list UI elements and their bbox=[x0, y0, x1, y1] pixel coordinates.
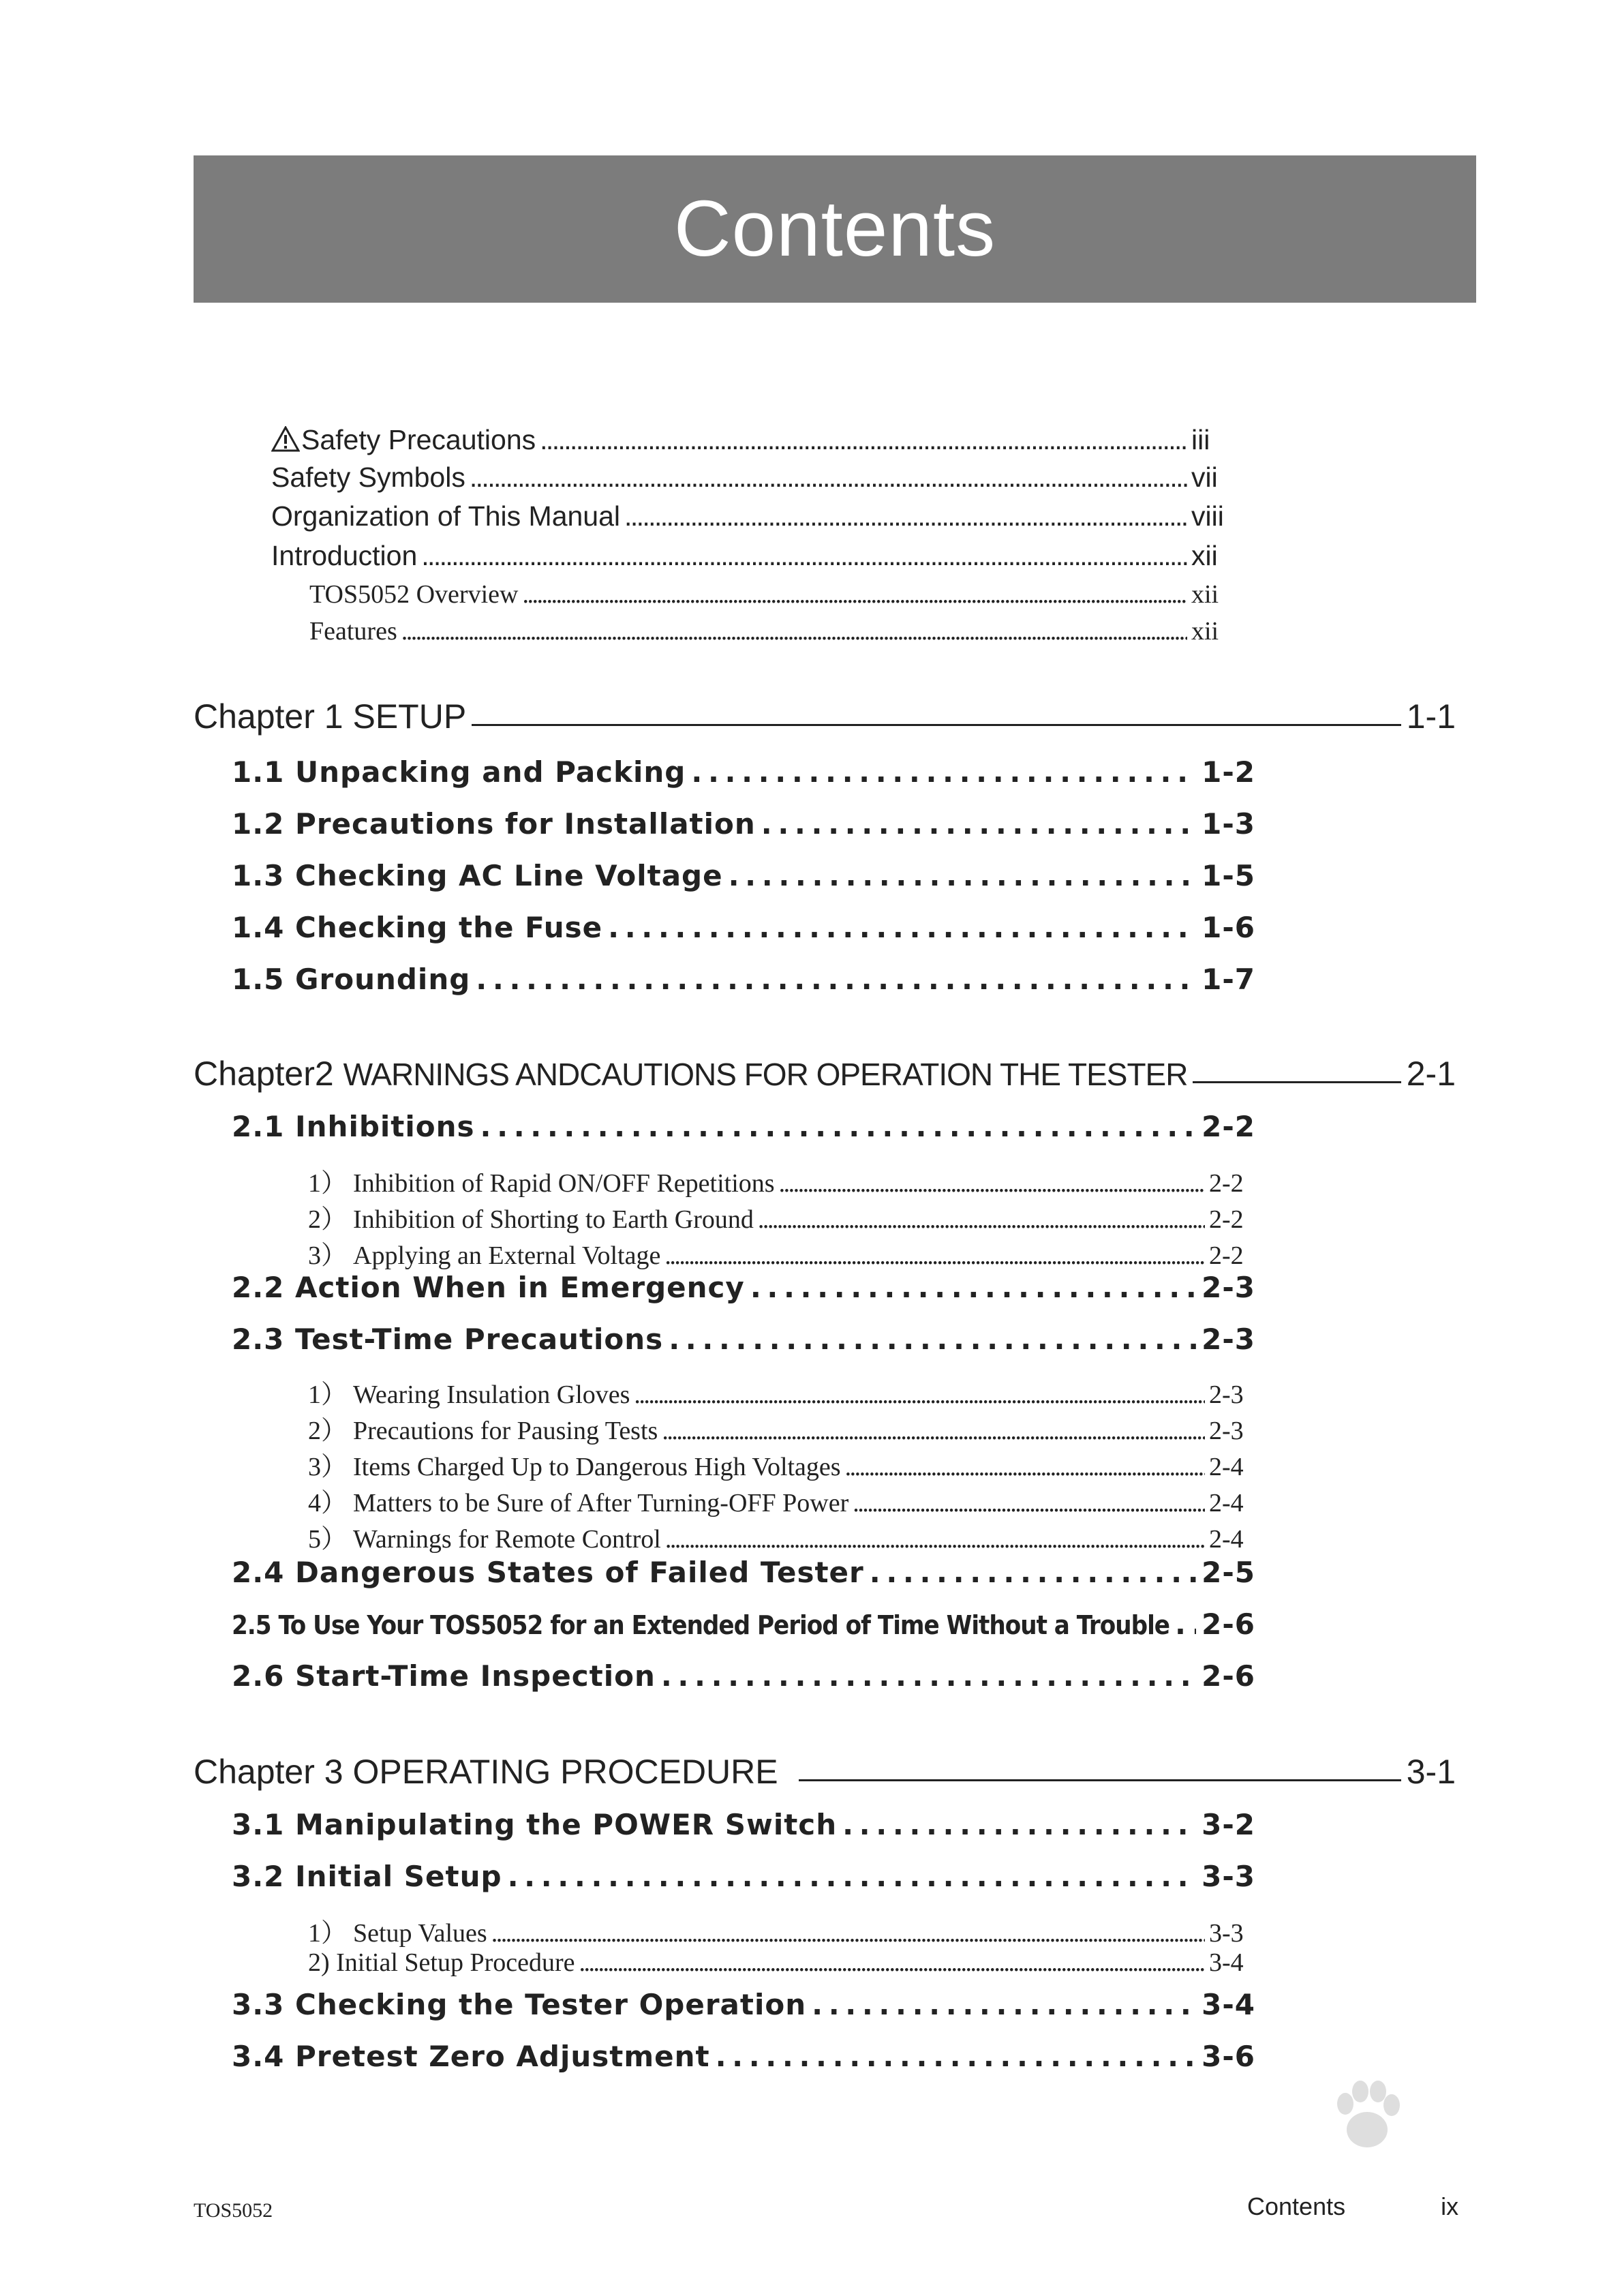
footer-model: TOS5052 bbox=[194, 2199, 273, 2222]
subitem-page: 2-3 bbox=[1209, 1417, 1244, 1445]
leader-dots bbox=[476, 963, 1196, 996]
toc-page: xii bbox=[1191, 580, 1219, 609]
toc-entry-introduction[interactable] bbox=[271, 540, 1232, 572]
leader-dots bbox=[669, 1323, 1196, 1356]
chapter-title-rest: WARNINGS ANDCAUTIONS FOR OPERATION THE TESTER bbox=[343, 1057, 1188, 1092]
subitem-number: 4） bbox=[308, 1489, 348, 1517]
section-page: 1-6 bbox=[1202, 911, 1255, 944]
section-label: 3.3 Checking the Tester Operation bbox=[232, 1988, 807, 2021]
section-1-2[interactable] bbox=[232, 807, 1255, 841]
subitem-label: Precautions for Pausing Tests bbox=[353, 1417, 658, 1445]
subitem-label: Setup Values bbox=[353, 1919, 487, 1948]
toc-entry-features[interactable] bbox=[309, 616, 1232, 646]
subitem-label: Wearing Insulation Gloves bbox=[353, 1380, 630, 1409]
section-2-3[interactable] bbox=[232, 1323, 1255, 1356]
subitem-2-3-5[interactable] bbox=[308, 1517, 1243, 1555]
toc-entry-safety-precautions[interactable] bbox=[271, 424, 1232, 456]
toc-page: iii bbox=[1191, 424, 1210, 455]
section-1-4[interactable] bbox=[232, 911, 1255, 944]
toc-page: xii bbox=[1191, 540, 1218, 571]
subitem-label: Matters to be Sure of After Turning-OFF Power bbox=[353, 1489, 849, 1517]
section-2-6[interactable] bbox=[232, 1659, 1255, 1693]
subitem-label: Inhibition of Rapid ON/OFF Repetitions bbox=[353, 1169, 775, 1198]
page-title: Contents bbox=[673, 184, 996, 273]
toc-page: vii bbox=[1191, 462, 1218, 493]
section-label: 1.4 Checking the Fuse bbox=[232, 911, 603, 944]
toc-label: Organization of This Manual bbox=[271, 500, 621, 532]
subitem-3-2-1[interactable] bbox=[308, 1912, 1243, 1949]
toc-label: TOS5052 Overview bbox=[309, 580, 519, 609]
subitem-page: 2-2 bbox=[1209, 1241, 1244, 1270]
subitem-page: 2-4 bbox=[1209, 1453, 1244, 1481]
toc-label: Safety Symbols bbox=[271, 462, 465, 493]
section-1-3[interactable] bbox=[232, 859, 1255, 892]
leader-dots bbox=[664, 1241, 1205, 1271]
chapter-rule bbox=[799, 1752, 1401, 1781]
section-page: 3-4 bbox=[1202, 1988, 1255, 2021]
subitem-number: 3） bbox=[308, 1241, 348, 1270]
leader-dots bbox=[608, 911, 1196, 944]
section-label: 2.3 Test-Time Precautions bbox=[232, 1323, 664, 1356]
toc-entry-safety-symbols[interactable] bbox=[271, 462, 1232, 494]
section-page: 3-2 bbox=[1202, 1808, 1255, 1841]
subitem-page: 3-3 bbox=[1209, 1919, 1244, 1948]
section-3-4[interactable] bbox=[232, 2040, 1255, 2073]
subitem-label: Inhibition of Shorting to Earth Ground bbox=[353, 1205, 754, 1234]
subitem-page: 2-2 bbox=[1209, 1169, 1244, 1198]
section-page: 2-3 bbox=[1202, 1323, 1255, 1356]
chapter-rule bbox=[472, 697, 1401, 726]
section-label: 1.2 Precautions for Installation bbox=[232, 807, 756, 841]
leader-dots bbox=[480, 1110, 1197, 1143]
leader-dots bbox=[491, 1918, 1205, 1948]
section-label: 1.5 Grounding bbox=[232, 963, 471, 996]
subitem-2-3-4[interactable] bbox=[308, 1481, 1243, 1519]
subitem-page: 3-4 bbox=[1209, 1948, 1244, 1977]
section-label: 2.4 Dangerous States of Failed Tester bbox=[232, 1556, 864, 1589]
leader-dots bbox=[845, 1452, 1205, 1482]
leader-dots bbox=[624, 500, 1187, 532]
toc-page: xii bbox=[1191, 617, 1219, 646]
section-label: 2.2 Action When in Emergency bbox=[232, 1271, 745, 1304]
leader-dots bbox=[634, 1380, 1205, 1410]
section-page: 1-7 bbox=[1202, 963, 1255, 996]
leader-dots bbox=[401, 616, 1187, 646]
footer-section-label: Contents bbox=[1247, 2192, 1346, 2220]
subitem-label: Applying an External Voltage bbox=[353, 1241, 661, 1270]
section-page: 1-2 bbox=[1202, 755, 1255, 789]
section-page: 1-3 bbox=[1202, 807, 1255, 841]
subitem-number: 2） bbox=[308, 1417, 348, 1445]
chapter-page: 2-1 bbox=[1406, 1055, 1456, 1093]
leader-dots bbox=[579, 1948, 1205, 1978]
chapter-page: 1-1 bbox=[1406, 697, 1456, 736]
section-2-5[interactable] bbox=[232, 1607, 1255, 1641]
subitem-page: 2-4 bbox=[1209, 1489, 1244, 1517]
chapter-title: Chapter 3 OPERATING PROCEDURE bbox=[194, 1753, 778, 1791]
section-label: 2.6 Start-Time Inspection bbox=[232, 1659, 656, 1693]
section-page: 2-3 bbox=[1202, 1271, 1255, 1304]
leader-dots bbox=[1175, 1607, 1196, 1641]
chapter-page: 3-1 bbox=[1406, 1753, 1456, 1791]
leader-dots bbox=[729, 859, 1197, 892]
warning-icon bbox=[271, 426, 300, 452]
section-page: 3-6 bbox=[1202, 2040, 1255, 2073]
section-3-1[interactable] bbox=[232, 1808, 1255, 1841]
paw-icon bbox=[1326, 2076, 1408, 2158]
chapter-2-heading[interactable] bbox=[194, 1054, 1456, 1093]
chapter-1-heading[interactable] bbox=[194, 697, 1456, 736]
section-label: 3.4 Pretest Zero Adjustment bbox=[232, 2040, 710, 2073]
section-page: 1-5 bbox=[1202, 859, 1255, 892]
chapter-3-heading[interactable] bbox=[194, 1752, 1456, 1792]
toc-label: Safety Precautions bbox=[301, 424, 536, 455]
section-page: 2-6 bbox=[1202, 1607, 1255, 1641]
toc-page: viii bbox=[1191, 500, 1224, 532]
subitem-label: Items Charged Up to Dangerous High Voltages bbox=[353, 1453, 841, 1481]
chapter-title-prefix: Chapter2 bbox=[194, 1055, 343, 1093]
section-2-1[interactable] bbox=[232, 1110, 1255, 1143]
leader-dots bbox=[870, 1556, 1196, 1589]
subitem-number: 2） bbox=[308, 1205, 348, 1234]
footer-page-number: ix bbox=[1441, 2192, 1459, 2220]
subitem-2-1-2[interactable] bbox=[308, 1198, 1243, 1235]
leader-dots bbox=[853, 1488, 1205, 1518]
leader-dots bbox=[750, 1271, 1196, 1304]
toc-label: Introduction bbox=[271, 540, 418, 571]
subitem-number: 2) bbox=[308, 1948, 337, 1977]
section-page: 2-5 bbox=[1202, 1556, 1255, 1589]
leader-dots bbox=[665, 1524, 1205, 1554]
leader-dots bbox=[662, 1416, 1205, 1446]
leader-dots bbox=[540, 424, 1187, 456]
leader-dots bbox=[758, 1205, 1205, 1235]
leader-dots bbox=[779, 1168, 1205, 1198]
leader-dots bbox=[522, 579, 1187, 609]
leader-dots bbox=[812, 1988, 1196, 2021]
subitem-2-1-1[interactable] bbox=[308, 1162, 1243, 1199]
title-banner bbox=[194, 155, 1476, 303]
subitem-number: 1） bbox=[308, 1919, 348, 1948]
leader-dots bbox=[421, 540, 1187, 572]
subitem-2-3-3[interactable] bbox=[308, 1445, 1243, 1483]
section-label: 1.3 Checking AC Line Voltage bbox=[232, 859, 723, 892]
section-page: 3-3 bbox=[1202, 1860, 1255, 1893]
subitem-page: 2-2 bbox=[1209, 1205, 1244, 1234]
leader-dots bbox=[761, 807, 1196, 841]
footer-section bbox=[1247, 2192, 1458, 2221]
leader-dots bbox=[508, 1860, 1197, 1893]
toc-entry-overview[interactable] bbox=[309, 579, 1232, 609]
leader-dots bbox=[661, 1659, 1196, 1693]
section-2-4[interactable] bbox=[232, 1556, 1255, 1589]
section-label: 3.1 Manipulating the POWER Switch bbox=[232, 1808, 838, 1841]
section-2-2[interactable] bbox=[232, 1271, 1255, 1304]
leader-dots bbox=[842, 1808, 1196, 1841]
leader-dots bbox=[691, 755, 1196, 789]
subitem-number: 3） bbox=[308, 1453, 348, 1481]
subitem-2-3-2[interactable] bbox=[308, 1409, 1243, 1447]
subitem-label: Warnings for Remote Control bbox=[353, 1525, 661, 1554]
subitem-number: 1） bbox=[308, 1380, 348, 1409]
subitem-2-1-3[interactable] bbox=[308, 1234, 1243, 1271]
subitem-3-2-2[interactable] bbox=[308, 1948, 1243, 1978]
leader-dots bbox=[470, 462, 1187, 494]
section-label: 3.2 Initial Setup bbox=[232, 1860, 502, 1893]
toc-label: Features bbox=[309, 617, 397, 646]
section-1-5[interactable] bbox=[232, 963, 1255, 996]
leader-dots bbox=[716, 2040, 1197, 2073]
section-label: 1.1 Unpacking and Packing bbox=[232, 755, 686, 789]
chapter-title: Chapter 1 SETUP bbox=[194, 697, 467, 736]
subitem-2-3-1[interactable] bbox=[308, 1373, 1243, 1410]
subitem-page: 2-4 bbox=[1209, 1525, 1244, 1554]
section-page: 2-2 bbox=[1202, 1110, 1255, 1143]
section-page: 2-6 bbox=[1202, 1659, 1255, 1693]
subitem-label: Initial Setup Procedure bbox=[336, 1948, 575, 1977]
chapter-rule bbox=[1193, 1054, 1401, 1083]
section-label: 2.5 To Use Your TOS5052 for an Extended Period of Time Without a Trouble bbox=[232, 1610, 1169, 1640]
subitem-number: 5） bbox=[308, 1525, 348, 1554]
section-label: 2.1 Inhibitions bbox=[232, 1110, 475, 1143]
section-3-3[interactable] bbox=[232, 1988, 1255, 2021]
section-3-2[interactable] bbox=[232, 1860, 1255, 1893]
subitem-page: 2-3 bbox=[1209, 1380, 1244, 1409]
toc-entry-organization[interactable] bbox=[271, 500, 1232, 532]
section-1-1[interactable] bbox=[232, 755, 1255, 789]
subitem-number: 1） bbox=[308, 1169, 348, 1198]
